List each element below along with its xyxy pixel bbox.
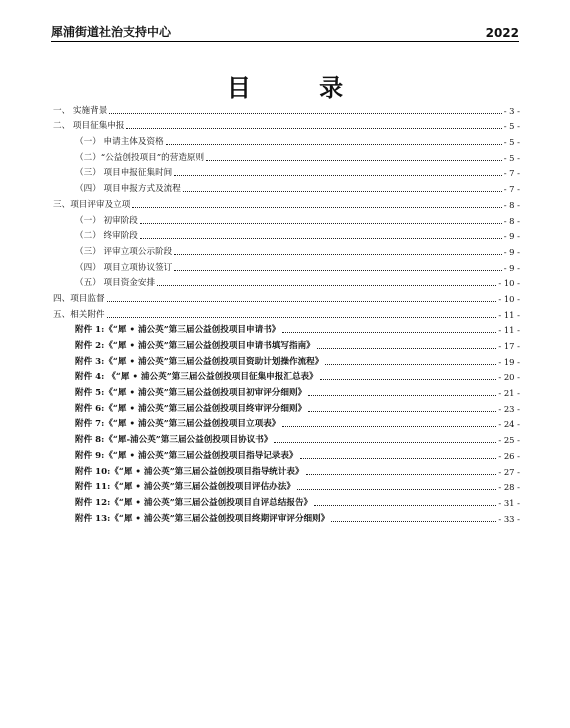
toc-entry[interactable] [53, 258, 520, 274]
toc-entry-label: （二）“公益创投项目”的营造原则 [75, 152, 205, 163]
toc-entry-page: - 3 - [503, 105, 520, 116]
toc-entry[interactable] [53, 211, 520, 227]
toc-leader-dots [174, 270, 501, 271]
toc-entry[interactable] [53, 164, 520, 180]
toc-entry-label: 附件 10:《“犀 • 浦公英”第三届公益创投项目指导统计表》 [75, 466, 304, 477]
toc-leader-dots [183, 191, 502, 192]
toc-entry-label: （四） 项目申报方式及流程 [75, 184, 181, 195]
toc-entry-label: 附件 6:《“犀 • 浦公英”第三届公益创投项目终审评分细则》 [75, 403, 307, 414]
toc-entry-label: 附件 3:《“犀 • 浦公英”第三届公益创投项目资助计划操作流程》 [75, 356, 324, 367]
toc-leader-dots [140, 223, 502, 224]
toc-entry-page: - 21 - [498, 388, 520, 399]
toc-entry-label: 附件 2:《“犀 • 浦公英”第三届公益创投项目申请书填写指南》 [75, 341, 315, 351]
toc-leader-dots [157, 285, 496, 286]
toc-leader-dots [320, 379, 497, 380]
toc-entry[interactable] [53, 430, 520, 446]
toc-leader-dots [325, 364, 496, 365]
toc-entry[interactable] [53, 305, 520, 321]
toc-entry-label: 二、 项目征集申报 [53, 121, 125, 132]
page-title: 目 录 [226, 74, 374, 102]
toc-entry-label: 四、项目监督 [53, 293, 105, 304]
toc-entry-label: 附件 11:《“犀 • 浦公英”第三届公益创投项目评估办法》 [75, 482, 295, 493]
toc-leader-dots [306, 474, 497, 475]
toc-entry-label: （三） 评审立项公示阶段 [75, 246, 173, 257]
toc-entry-page: - 7 - [503, 168, 520, 179]
toc-entry-label: 五、相关附件 [53, 309, 105, 320]
toc-entry-page: - 9 - [503, 246, 520, 257]
toc-entry[interactable] [53, 227, 520, 243]
toc-entry-page: - 33 - [498, 513, 520, 524]
toc-entry-label: 附件 13:《“犀 • 浦公英”第三届公益创投项目终期评审评分细则》 [75, 513, 330, 524]
toc-leader-dots [126, 128, 501, 129]
toc-entry-label: （四） 项目立项协议签订 [75, 262, 173, 273]
toc-entry-label: 附件 8:《“犀-浦公英”第三届公益创投项目协议书》 [75, 435, 273, 446]
toc-entry-page: - 23 - [498, 403, 520, 414]
header-org: 犀浦街道社治支持中心 [51, 25, 172, 39]
header-rule [51, 41, 519, 42]
toc-entry[interactable] [53, 274, 520, 290]
toc-leader-dots [109, 113, 501, 114]
toc-entry-page: - 8 - [503, 215, 520, 226]
toc-entry-page: - 8 - [503, 199, 520, 210]
toc-entry-page: - 5 - [503, 152, 520, 163]
toc-entry[interactable] [53, 509, 520, 525]
toc-entry[interactable] [53, 289, 520, 305]
toc-entry[interactable] [53, 383, 520, 399]
toc-leader-dots [174, 175, 501, 176]
toc-leader-dots [140, 238, 502, 239]
table-of-contents [53, 101, 520, 525]
header-year: 2022 [485, 26, 519, 40]
toc-entry-label: 附件 4: 《“犀 • 浦公英”第三届公益创投项目征集申报汇总表》 [75, 372, 318, 383]
toc-leader-dots [274, 442, 496, 443]
toc-entry-label: （一） 申请主体及资格 [75, 137, 164, 148]
toc-leader-dots [132, 207, 501, 208]
toc-entry-label: 附件 7:《“犀 • 浦公英”第三届公益创投项目立项表》 [75, 419, 281, 430]
toc-entry-label: （三） 项目申报征集时间 [75, 168, 173, 179]
toc-leader-dots [282, 332, 496, 333]
toc-leader-dots [107, 317, 497, 318]
page-header [51, 22, 519, 40]
toc-entry-page: - 25 - [498, 435, 520, 446]
toc-entry[interactable] [53, 117, 520, 133]
toc-entry[interactable] [53, 399, 520, 415]
toc-entry[interactable] [53, 148, 520, 164]
toc-entry-page: - 27 - [498, 466, 520, 477]
toc-entry-label: （一） 初审阶段 [75, 215, 138, 226]
toc-entry-page: - 7 - [503, 184, 520, 195]
toc-entry[interactable] [53, 462, 520, 478]
toc-entry-label: （五） 项目资金安排 [75, 278, 156, 289]
toc-entry-label: 附件 12:《“犀 • 浦公英”第三届公益创投项目自评总结报告》 [75, 497, 313, 508]
toc-entry-page: - 9 - [503, 231, 520, 242]
toc-entry[interactable] [53, 352, 520, 368]
toc-leader-dots [331, 521, 496, 522]
toc-leader-dots [314, 505, 496, 506]
toc-entry[interactable] [53, 478, 520, 494]
toc-entry-page: - 28 - [498, 482, 520, 493]
toc-entry-page: - 10 - [498, 293, 520, 304]
toc-leader-dots [308, 411, 496, 412]
toc-entry-page: - 31 - [498, 497, 520, 508]
toc-entry-page: - 5 - [503, 121, 520, 132]
toc-entry[interactable] [53, 132, 520, 148]
toc-leader-dots [297, 489, 496, 490]
toc-entry-page: - 11 - [498, 325, 520, 336]
toc-leader-dots [300, 458, 497, 459]
toc-entry[interactable] [53, 493, 520, 509]
toc-entry[interactable] [53, 101, 520, 117]
toc-entry-page: - 26 - [498, 450, 520, 461]
toc-leader-dots [308, 395, 496, 396]
toc-entry[interactable] [53, 336, 520, 352]
toc-leader-dots [166, 144, 502, 145]
toc-entry-label: 一、 实施背景 [53, 105, 108, 116]
toc-entry-page: - 5 - [503, 137, 520, 148]
toc-entry-label: 三、项目评审及立项 [53, 199, 131, 210]
toc-entry[interactable] [53, 446, 520, 462]
toc-entry-label: 附件 5:《“犀 • 浦公英”第三届公益创投项目初审评分细则》 [75, 388, 307, 399]
toc-entry[interactable] [53, 415, 520, 431]
toc-entry-page: - 9 - [503, 262, 520, 273]
toc-entry[interactable] [53, 195, 520, 211]
toc-entry-page: - 20 - [498, 372, 520, 383]
toc-entry-label: 附件 1:《“犀 • 浦公英”第三届公益创投项目申请书》 [75, 325, 281, 336]
toc-leader-dots [282, 426, 496, 427]
toc-entry-label: 附件 9:《“犀 • 浦公英”第三届公益创投项目指导记录表》 [75, 450, 298, 461]
toc-entry-page: - 17 - [498, 341, 520, 351]
toc-entry-label: （二） 终审阶段 [75, 231, 138, 242]
toc-entry[interactable] [53, 368, 520, 384]
toc-entry-page: - 24 - [498, 419, 520, 430]
toc-leader-dots [206, 160, 502, 161]
toc-entry[interactable] [53, 242, 520, 258]
toc-leader-dots [107, 301, 497, 302]
toc-entry[interactable] [53, 321, 520, 337]
toc-entry-page: - 19 - [498, 356, 520, 367]
toc-entry-page: - 10 - [498, 278, 520, 289]
toc-entry[interactable] [53, 179, 520, 195]
toc-entry-page: - 11 - [498, 309, 520, 320]
toc-leader-dots [174, 254, 501, 255]
toc-leader-dots [317, 348, 497, 349]
